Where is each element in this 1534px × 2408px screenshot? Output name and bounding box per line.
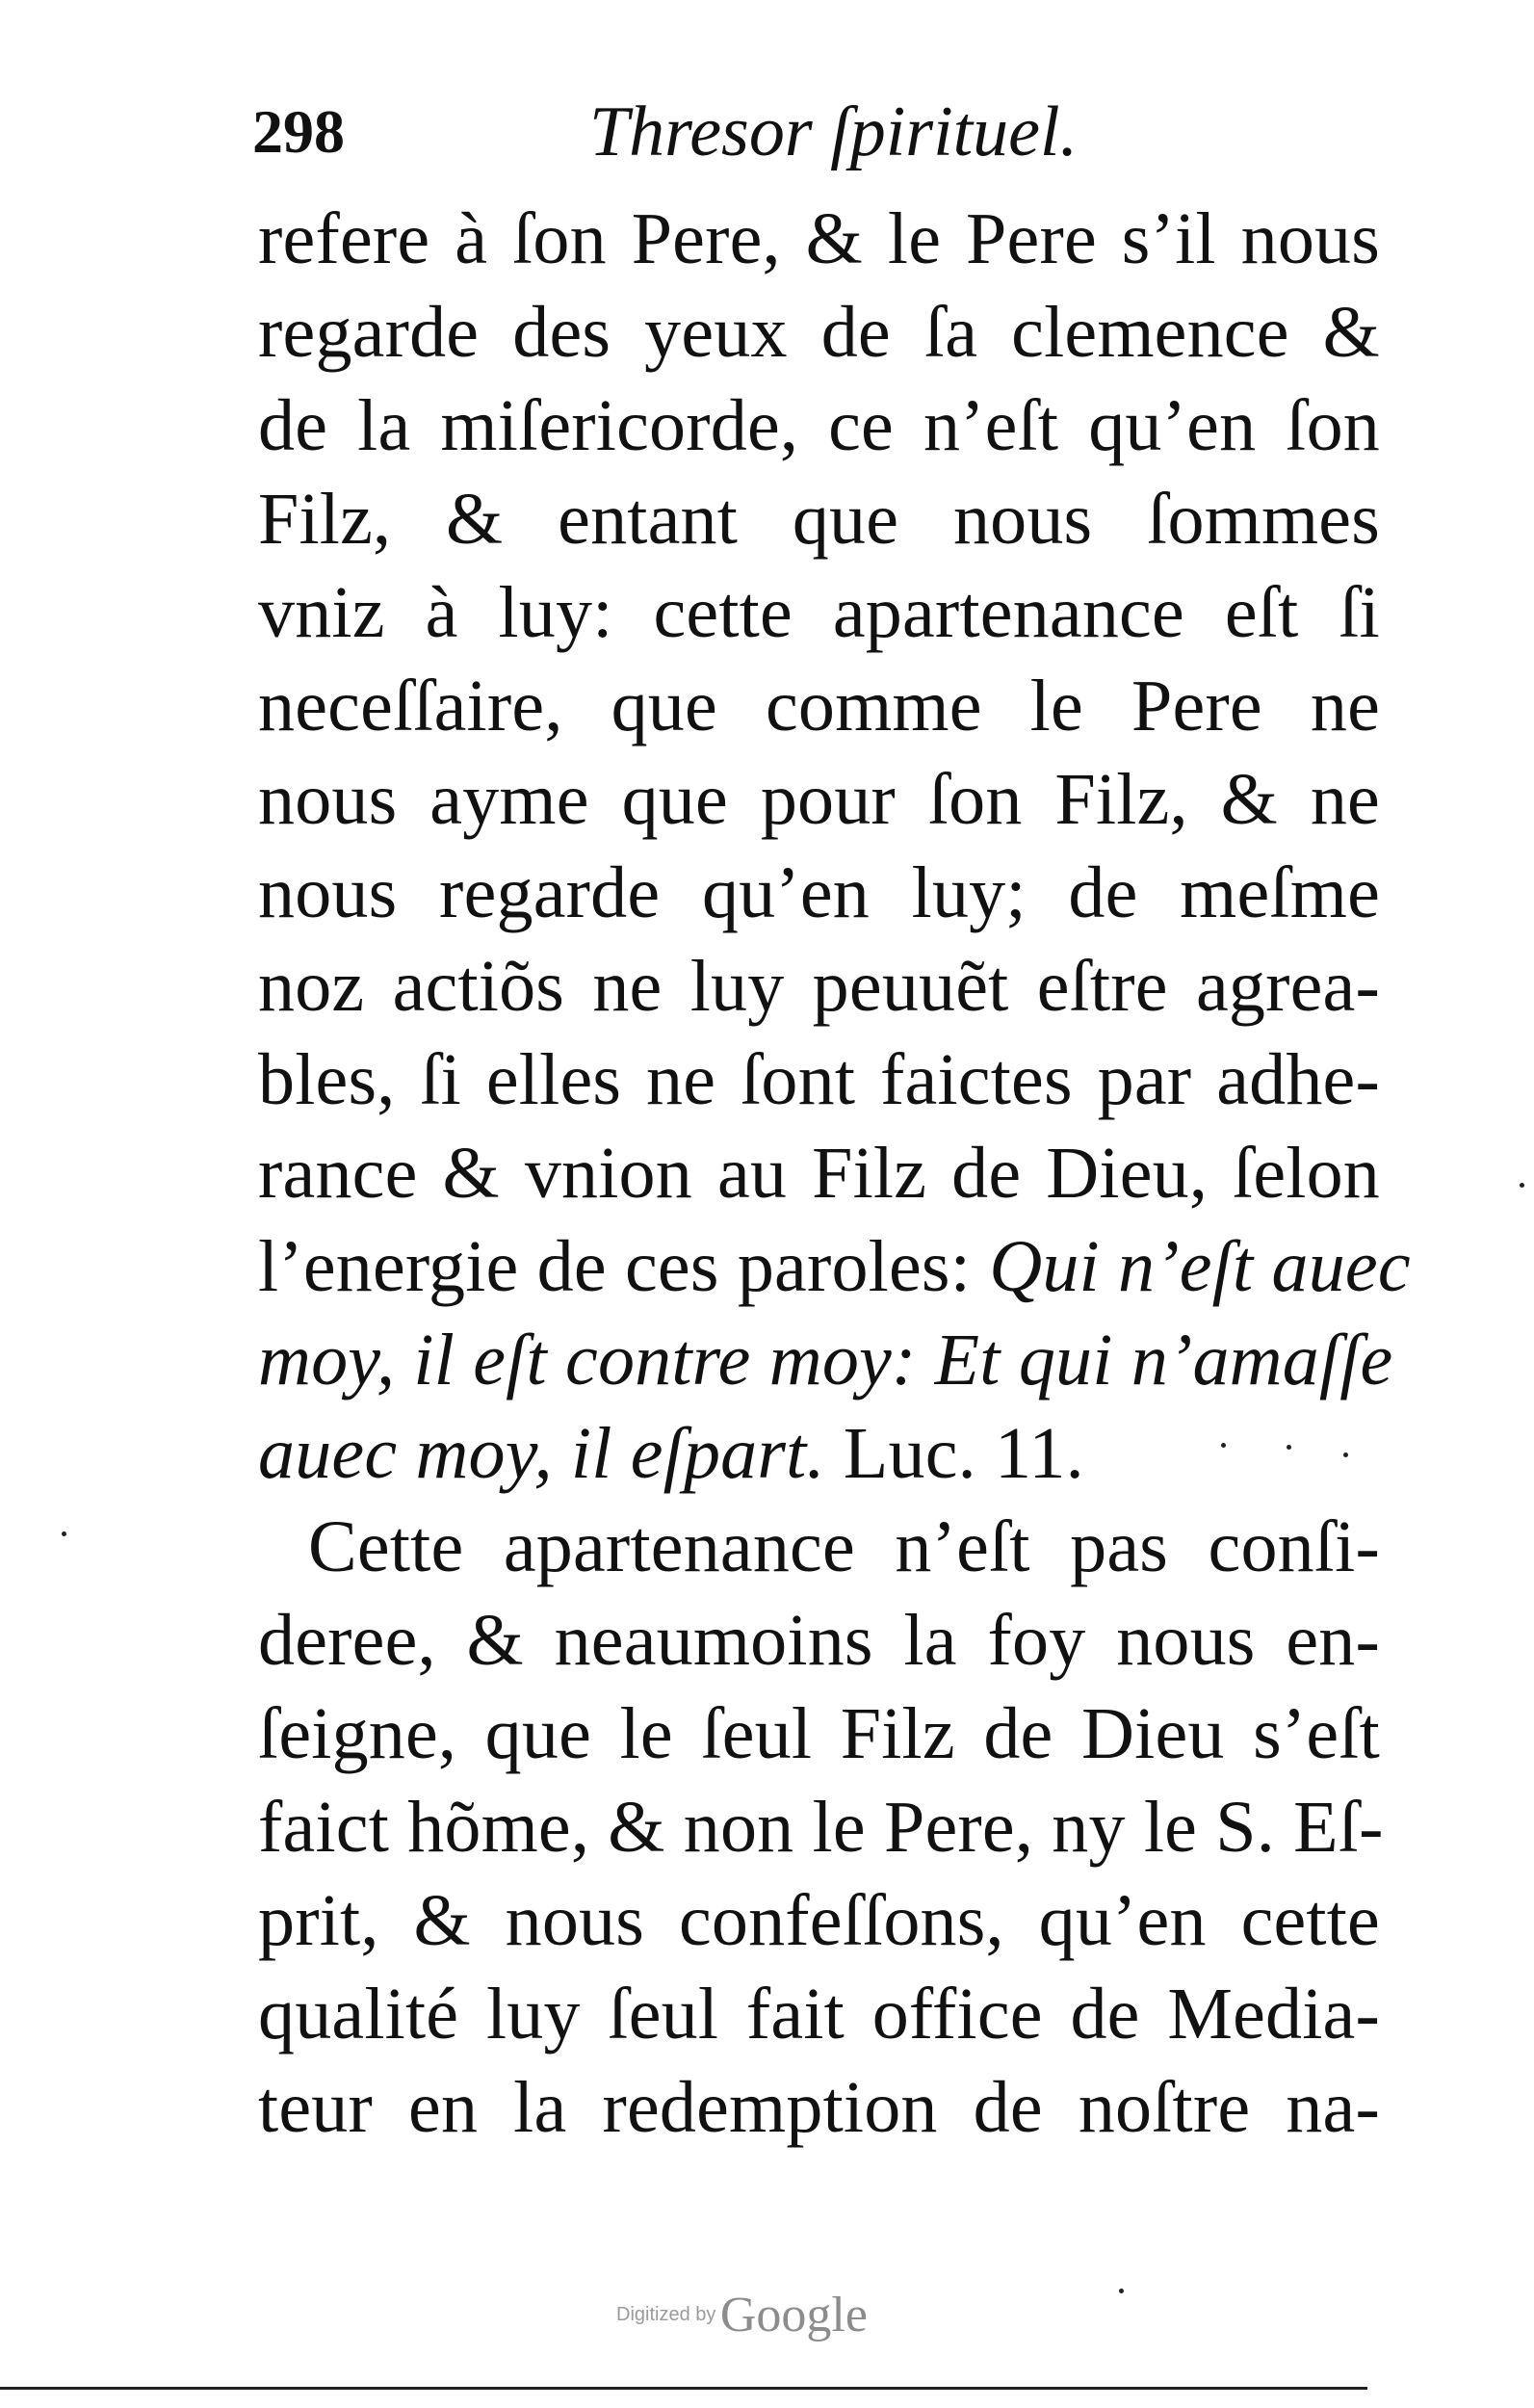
text-line [258,847,1380,940]
text-line [258,1594,1380,1688]
italic-quote: auec moy, il eſpart. [258,1413,825,1494]
text-line [258,940,1380,1034]
text-line [258,566,1380,660]
scan-speck [1343,1453,1348,1457]
text-run: nous regarde qu’en luy; de meſme [258,852,1380,933]
running-head [252,89,1389,175]
scan-speck [1287,1445,1291,1450]
text-line [258,193,1380,286]
italic-quote: moy, il eſt contre moy: Et qui n’amaſſe [258,1320,1393,1400]
text-line [258,286,1380,380]
text-line [258,660,1380,753]
text-line [258,473,1380,566]
text-run: Luc. 11. [824,1413,1084,1494]
text-run: deree, & neaumoins la foy nous en- [258,1600,1380,1681]
text-run: rance & vnion au Filz de Dieu, ſelon [258,1133,1380,1214]
text-run: l’energie de ces paroles: [258,1226,990,1307]
text-line [258,1407,1380,1501]
text-run: Cette apartenance n’eſt pas conſi- [308,1506,1380,1587]
text-line [258,1127,1380,1220]
text-run: Filz, & entant que nous ſommes [258,479,1380,560]
text-line [258,1220,1411,1314]
text-run: neceſſaire, que comme le Pere ne [258,666,1380,746]
text-line [258,1781,1384,1874]
scan-speck [1119,2289,1124,2293]
scan-speck [1520,1183,1524,1188]
scan-speck [1221,1443,1226,1448]
watermark-brand: Google [719,2288,868,2343]
text-line [258,2061,1380,2155]
watermark-prefix: Digitized by [616,2304,716,2325]
text-run: prit, & nous confeſſons, qu’en cette [258,1880,1380,1961]
running-title: Thresor ſpirituel. [589,92,1079,171]
text-line [258,380,1380,473]
page-number: 298 [252,97,345,166]
italic-quote: Qui n’eſt auec [989,1226,1411,1307]
text-run: ſeigne, que le ſeul Filz de Dieu s’eſt [258,1693,1380,1774]
text-line [258,753,1380,847]
text-run: qualité luy ſeul fait office de Media- [258,1974,1380,2055]
text-run: teur en la redemption de noſtre na- [258,2067,1380,2148]
text-line [258,1034,1380,1127]
text-line [258,1688,1380,1781]
text-line [258,1314,1393,1407]
text-run: faict hõme, & non le Pere, ny le S. Eſ- [258,1787,1384,1868]
text-line [258,1501,1380,1594]
text-run: bles, ſi elles ne ſont faictes par adhe- [258,1039,1380,1120]
text-run: regarde des yeux de ſa clemence & [258,292,1380,373]
text-run: refere à ſon Pere, & le Pere s’il nous [258,198,1380,279]
scan-edge-rule [0,2387,1367,2390]
digitized-watermark [616,2287,868,2344]
body-text [258,193,1411,2155]
text-line [258,1874,1380,1968]
scan-speck [62,1531,66,1536]
text-line [258,1968,1380,2061]
text-run: vniz à luy: cette apartenance eſt ſi [258,572,1380,653]
text-run: noz actiõs ne luy peuuẽt eſtre agrea- [258,946,1380,1027]
text-run: nous ayme que pour ſon Filz, & ne [258,759,1380,840]
text-run: de la miſericorde, ce n’eſt qu’en ſon [258,385,1380,466]
